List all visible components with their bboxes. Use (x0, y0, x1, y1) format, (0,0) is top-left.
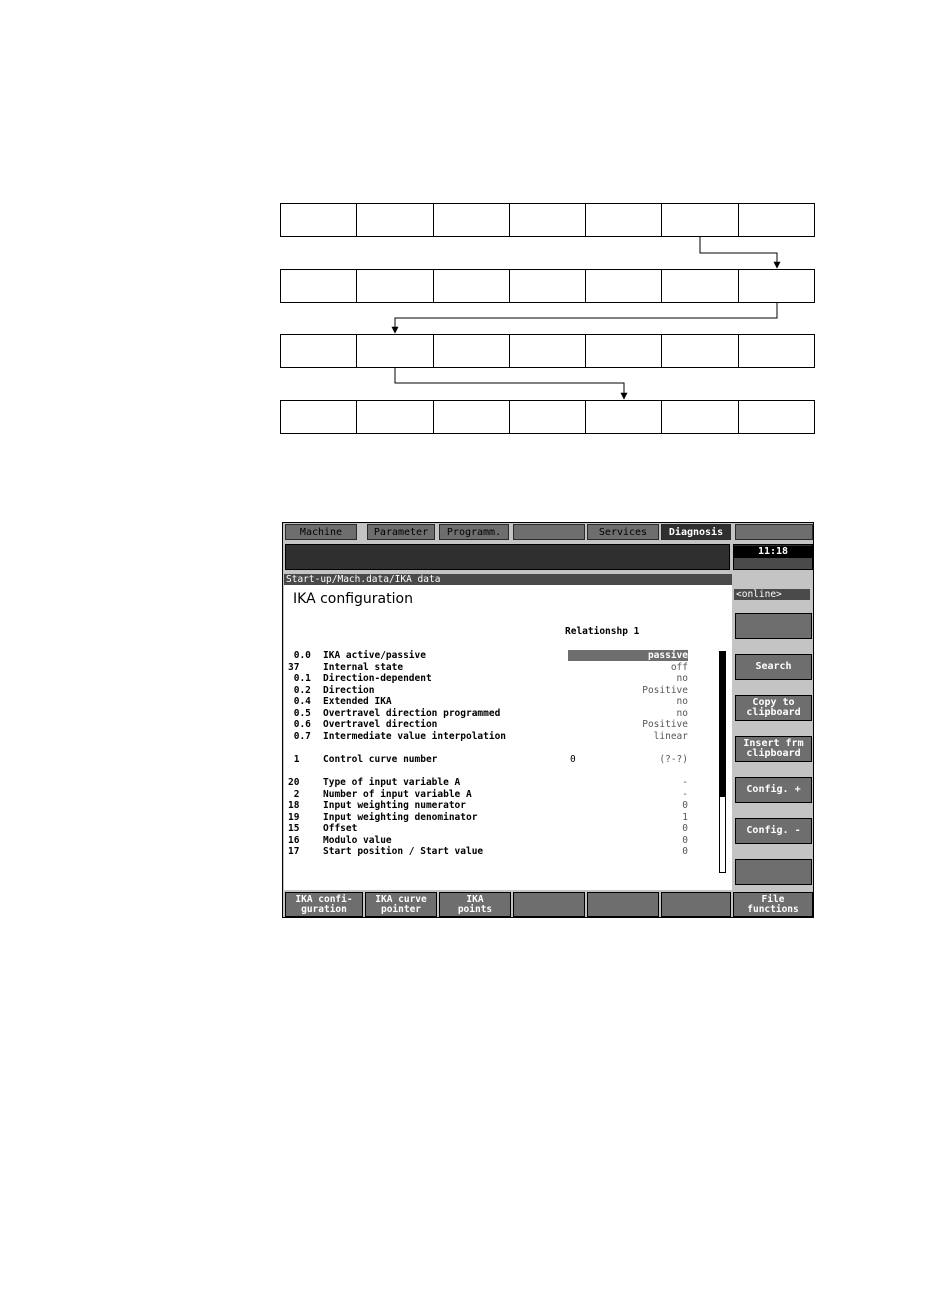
flow-arrows (0, 0, 927, 470)
horizontal-softkey-4[interactable] (513, 892, 585, 917)
tab-parameter[interactable]: Parameter (367, 524, 435, 540)
param-label: Intermediate value interpolation (323, 730, 507, 742)
softkey-label-line2: points (457, 903, 493, 915)
param-number: 19 (288, 811, 300, 823)
message-bar (285, 544, 730, 570)
param-row[interactable] (288, 685, 688, 696)
ika-points-softkey[interactable] (439, 892, 511, 917)
softkey-label-line1: IKA (466, 894, 484, 905)
search-button[interactable] (735, 654, 812, 680)
param-number: 0.7 (288, 730, 311, 742)
param-value[interactable]: - (682, 777, 688, 788)
flow-arrow-2 (395, 303, 777, 333)
ika-configuration-softkey[interactable] (285, 892, 363, 917)
param-value[interactable]: 0 (682, 834, 688, 846)
flow-arrow-3 (395, 368, 624, 399)
param-number: 0.2 (288, 684, 311, 696)
param-label: Offset (323, 823, 358, 834)
config-plus-button[interactable] (735, 777, 812, 803)
param-row[interactable] (288, 731, 688, 742)
softkey-label: Config. - (746, 825, 801, 836)
param-label: Overtravel direction (323, 719, 438, 730)
param-number: 0.6 (288, 719, 311, 730)
param-number: 37 (288, 661, 300, 673)
param-row[interactable] (288, 835, 688, 846)
param-label: Start position / Start value (323, 846, 484, 857)
tab-programm[interactable]: Programm. (439, 524, 509, 540)
softkey-label-line1: File (761, 894, 785, 905)
param-value[interactable]: - (682, 788, 688, 800)
online-status: <online> (734, 589, 810, 600)
ika-curve-pointer-softkey[interactable] (365, 892, 437, 917)
param-value[interactable]: 0 (682, 800, 688, 811)
param-mid-value: 0 (570, 753, 576, 765)
softkey-label-line1: Insert frm (743, 738, 804, 749)
copy-to-clipboard-button[interactable] (735, 695, 812, 721)
softkey-label: Search (755, 661, 792, 672)
param-label: Control curve number (323, 753, 438, 765)
param-row[interactable] (288, 662, 688, 673)
page-title: IKA configuration (293, 591, 413, 607)
param-number: 1 (288, 753, 300, 765)
softkey-label-line2: clipboard (746, 748, 801, 759)
param-row[interactable] (288, 823, 688, 834)
param-value[interactable]: 0 (682, 846, 688, 857)
param-label: IKA active/passive (323, 650, 426, 661)
param-row[interactable] (288, 800, 688, 811)
softkey-label-line2: guration (301, 903, 347, 915)
param-label: Input weighting denominator (323, 811, 478, 823)
param-number: 0.1 (288, 673, 311, 684)
param-row[interactable] (288, 812, 688, 823)
param-value[interactable]: 0 (682, 823, 688, 834)
param-label: Internal state (323, 661, 404, 673)
param-number: 18 (288, 800, 300, 811)
tab-empty[interactable] (735, 524, 813, 540)
param-label: Number of input variable A (323, 788, 472, 800)
vertical-scrollbar[interactable] (719, 651, 726, 873)
param-value[interactable]: 1 (682, 811, 688, 823)
clock-area-fill (734, 558, 812, 569)
relationship-label: Relationshp 1 (565, 626, 640, 637)
param-row[interactable] (288, 777, 688, 788)
param-label: Extended IKA (323, 696, 392, 707)
param-value[interactable]: Positive (642, 719, 688, 730)
tab-machine[interactable]: Machine (285, 524, 357, 540)
param-value[interactable]: linear (653, 730, 688, 742)
flow-arrow-1 (700, 237, 777, 268)
softkey-flow-diagram (0, 0, 927, 470)
param-label: Direction (323, 684, 375, 696)
area-tabs (283, 523, 813, 542)
ika-configuration-screen (282, 522, 814, 918)
param-row[interactable] (288, 754, 688, 765)
param-value[interactable]: (?-?) (659, 753, 688, 765)
softkey-label-line2: pointer (380, 903, 422, 915)
param-label: Modulo value (323, 834, 392, 846)
softkey-label-line1: Copy to (752, 697, 795, 708)
param-number: 0.4 (288, 696, 311, 707)
param-value[interactable]: no (676, 696, 688, 707)
param-row[interactable] (288, 789, 688, 800)
param-row[interactable] (288, 650, 688, 661)
clock: 11:18 (734, 546, 812, 558)
clock-box (733, 544, 813, 570)
insert-from-clipboard-button[interactable] (735, 736, 812, 762)
vertical-softkey-1[interactable] (735, 613, 812, 639)
param-value[interactable]: off (670, 661, 688, 673)
param-label: Overtravel direction programmed (323, 707, 501, 719)
tab-diagnosis[interactable]: Diagnosis (661, 524, 731, 540)
param-label: Direction-dependent (323, 673, 432, 684)
param-number: 17 (288, 846, 300, 857)
param-value[interactable]: no (676, 673, 688, 684)
vertical-softkey-7[interactable] (735, 859, 812, 885)
scrollbar-thumb[interactable] (720, 652, 725, 797)
param-number: 2 (288, 788, 300, 800)
param-row[interactable] (288, 696, 688, 707)
softkey-label-line1: IKA curve (375, 894, 427, 905)
horizontal-softkey-6[interactable] (661, 892, 731, 917)
tab-empty[interactable] (513, 524, 585, 540)
main-pane (284, 585, 732, 890)
softkey-label-line2: clipboard (746, 707, 801, 718)
param-label: Type of input variable A (323, 777, 461, 788)
param-label: Input weighting numerator (323, 800, 466, 811)
tab-services[interactable]: Services (587, 524, 659, 540)
param-number: 20 (288, 777, 300, 788)
param-value[interactable]: passive (568, 650, 688, 661)
param-number: 0.5 (288, 707, 311, 719)
softkey-label-line1: IKA confi- (295, 894, 353, 905)
horizontal-softkey-5[interactable] (587, 892, 659, 917)
param-row[interactable] (288, 846, 688, 857)
param-number: 15 (288, 823, 300, 834)
param-value[interactable]: no (676, 707, 688, 719)
param-row[interactable] (288, 719, 688, 730)
softkey-label-line2: functions (747, 903, 799, 915)
param-value[interactable]: Positive (642, 684, 688, 696)
breadcrumb: Start-up/Mach.data/IKA data (284, 574, 732, 585)
softkey-label: Config. + (746, 784, 801, 795)
param-row[interactable] (288, 708, 688, 719)
param-number: 16 (288, 834, 300, 846)
param-row[interactable] (288, 673, 688, 684)
param-number: 0.0 (288, 650, 311, 661)
file-functions-softkey[interactable] (733, 892, 813, 917)
config-minus-button[interactable] (735, 818, 812, 844)
